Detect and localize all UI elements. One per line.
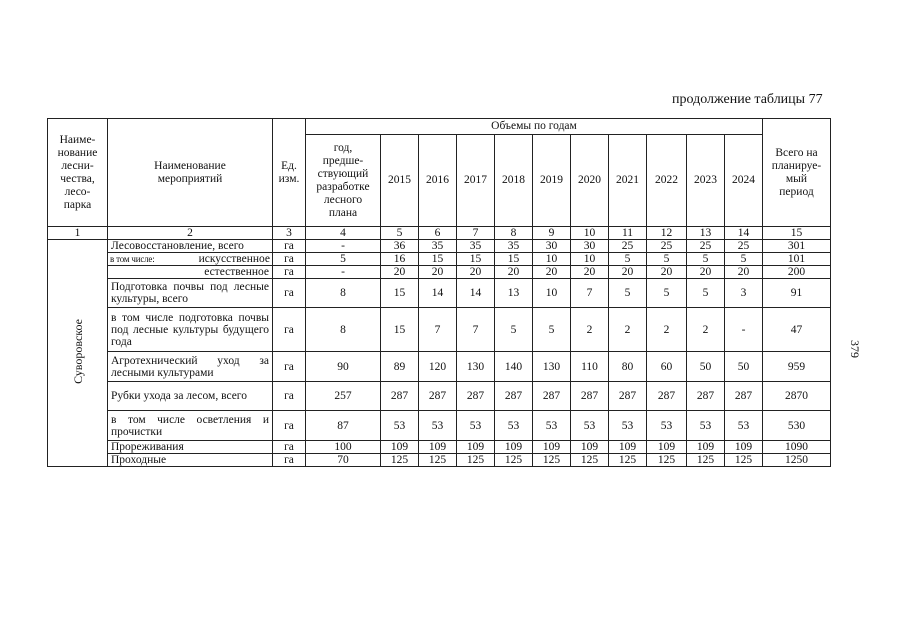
year-value: 287 xyxy=(725,382,763,411)
measure-name: Проходные xyxy=(108,454,273,467)
year-value: 20 xyxy=(725,266,763,279)
year-value: 53 xyxy=(381,411,419,441)
year-value: 5 xyxy=(533,308,571,352)
table-row xyxy=(48,240,831,253)
measure-sub-label: в том числе: xyxy=(110,254,155,264)
year-value: 5 xyxy=(647,253,687,266)
column-number: 1 xyxy=(48,227,108,240)
year-value: 36 xyxy=(381,240,419,253)
year-value: 10 xyxy=(533,253,571,266)
year-value: 25 xyxy=(609,240,647,253)
total-value: 101 xyxy=(763,253,831,266)
year-value: 109 xyxy=(457,441,495,454)
table-row xyxy=(48,266,831,279)
year-value: 5 xyxy=(495,308,533,352)
year-value: - xyxy=(725,308,763,352)
year-value: 13 xyxy=(495,279,533,308)
year-value: 53 xyxy=(533,411,571,441)
total-value: 91 xyxy=(763,279,831,308)
forestry-name: Суворовское xyxy=(70,319,85,384)
year-value: 15 xyxy=(381,308,419,352)
year-value: 2 xyxy=(571,308,609,352)
year-value: 25 xyxy=(647,240,687,253)
column-number: 9 xyxy=(533,227,571,240)
year-value: 53 xyxy=(687,411,725,441)
year-value: 2 xyxy=(647,308,687,352)
year-value: 130 xyxy=(533,352,571,382)
total-value: 530 xyxy=(763,411,831,441)
year-value: 20 xyxy=(381,266,419,279)
year-value: 53 xyxy=(457,411,495,441)
year-value: 25 xyxy=(725,240,763,253)
header-year: 2017 xyxy=(457,135,495,227)
header-year: 2015 xyxy=(381,135,419,227)
unit-cell: га xyxy=(273,411,306,441)
year-value: 109 xyxy=(495,441,533,454)
column-number: 8 xyxy=(495,227,533,240)
year-value: 53 xyxy=(725,411,763,441)
year-value: 10 xyxy=(571,253,609,266)
measure-name: естественное xyxy=(108,266,273,279)
year-value: 80 xyxy=(609,352,647,382)
year-value: 53 xyxy=(495,411,533,441)
unit-cell: га xyxy=(273,240,306,253)
year-value: 89 xyxy=(381,352,419,382)
year-value: 5 xyxy=(647,279,687,308)
total-value: 2870 xyxy=(763,382,831,411)
year-value: 287 xyxy=(647,382,687,411)
year-value: 287 xyxy=(533,382,571,411)
prev-year-value: 257 xyxy=(306,382,381,411)
year-value: 15 xyxy=(495,253,533,266)
prev-year-value: - xyxy=(306,240,381,253)
year-value: 125 xyxy=(381,454,419,467)
header-volumes: Объемы по годам xyxy=(306,119,763,135)
header-total: Всего на планируе- мый период xyxy=(763,119,831,227)
year-value: 15 xyxy=(419,253,457,266)
table-row xyxy=(48,308,831,352)
prev-year-value: 5 xyxy=(306,253,381,266)
header-year: 2022 xyxy=(647,135,687,227)
column-number: 6 xyxy=(419,227,457,240)
year-value: 10 xyxy=(533,279,571,308)
column-number: 7 xyxy=(457,227,495,240)
year-value: 20 xyxy=(533,266,571,279)
year-value: 35 xyxy=(419,240,457,253)
prev-year-value: 100 xyxy=(306,441,381,454)
year-value: 35 xyxy=(495,240,533,253)
year-value: 7 xyxy=(419,308,457,352)
year-value: 2 xyxy=(609,308,647,352)
column-number: 11 xyxy=(609,227,647,240)
year-value: 287 xyxy=(687,382,725,411)
unit-cell: га xyxy=(273,279,306,308)
header-year: 2021 xyxy=(609,135,647,227)
year-value: 30 xyxy=(571,240,609,253)
header-year: 2023 xyxy=(687,135,725,227)
table-row xyxy=(48,441,831,454)
year-value: 50 xyxy=(725,352,763,382)
year-value: 20 xyxy=(419,266,457,279)
measure-name: Прореживания xyxy=(108,441,273,454)
table-row xyxy=(48,279,831,308)
measure-name xyxy=(108,253,273,266)
column-number: 15 xyxy=(763,227,831,240)
measure-name: Агротехнический уход за лесными культурами xyxy=(108,352,273,382)
header-forestry: Наиме- нование лесни- чества, лесо- парка xyxy=(48,119,108,227)
unit-cell: га xyxy=(273,454,306,467)
year-value: 110 xyxy=(571,352,609,382)
measure-name: Лесовосстановление, всего xyxy=(108,240,273,253)
year-value: 60 xyxy=(647,352,687,382)
year-value: 109 xyxy=(609,441,647,454)
column-number: 12 xyxy=(647,227,687,240)
year-value: 3 xyxy=(725,279,763,308)
year-value: 140 xyxy=(495,352,533,382)
prev-year-value: 8 xyxy=(306,279,381,308)
year-value: 125 xyxy=(457,454,495,467)
table-row xyxy=(48,411,831,441)
column-number: 5 xyxy=(381,227,419,240)
year-value: 20 xyxy=(457,266,495,279)
year-value: 287 xyxy=(495,382,533,411)
measure-name: в том числе подготовка почвы под лесные культуры будущего года xyxy=(108,308,273,352)
year-value: 109 xyxy=(687,441,725,454)
forest-measures-table xyxy=(47,118,831,467)
year-value: 5 xyxy=(687,279,725,308)
year-value: 20 xyxy=(571,266,609,279)
year-value: 20 xyxy=(647,266,687,279)
column-number: 4 xyxy=(306,227,381,240)
year-value: 125 xyxy=(495,454,533,467)
measure-name: в том числе осветления и прочистки xyxy=(108,411,273,441)
year-value: 125 xyxy=(725,454,763,467)
forestry-name-cell xyxy=(48,240,108,467)
prev-year-value: 87 xyxy=(306,411,381,441)
total-value: 959 xyxy=(763,352,831,382)
year-value: 120 xyxy=(419,352,457,382)
header-year: 2020 xyxy=(571,135,609,227)
year-value: 35 xyxy=(457,240,495,253)
year-value: 109 xyxy=(647,441,687,454)
year-value: 287 xyxy=(381,382,419,411)
year-value: 125 xyxy=(687,454,725,467)
year-value: 50 xyxy=(687,352,725,382)
year-value: 109 xyxy=(419,441,457,454)
table-row xyxy=(48,352,831,382)
header-prev-year: год, предше- ствующий разработке лесного плана xyxy=(306,135,381,227)
total-value: 200 xyxy=(763,266,831,279)
year-value: 7 xyxy=(457,308,495,352)
year-value: 125 xyxy=(533,454,571,467)
year-value: 287 xyxy=(419,382,457,411)
column-number: 2 xyxy=(108,227,273,240)
year-value: 125 xyxy=(609,454,647,467)
year-value: 15 xyxy=(381,279,419,308)
year-value: 25 xyxy=(687,240,725,253)
column-number: 10 xyxy=(571,227,609,240)
year-value: 287 xyxy=(571,382,609,411)
year-value: 15 xyxy=(457,253,495,266)
total-value: 301 xyxy=(763,240,831,253)
year-value: 287 xyxy=(457,382,495,411)
year-value: 287 xyxy=(609,382,647,411)
prev-year-value: 90 xyxy=(306,352,381,382)
unit-cell: га xyxy=(273,382,306,411)
prev-year-value: 8 xyxy=(306,308,381,352)
year-value: 20 xyxy=(687,266,725,279)
year-value: 20 xyxy=(609,266,647,279)
year-value: 14 xyxy=(457,279,495,308)
year-value: 109 xyxy=(533,441,571,454)
total-value: 1090 xyxy=(763,441,831,454)
header-year: 2024 xyxy=(725,135,763,227)
column-number: 3 xyxy=(273,227,306,240)
year-value: 2 xyxy=(687,308,725,352)
measure-name-text: искусственное xyxy=(198,253,270,265)
prev-year-value: - xyxy=(306,266,381,279)
year-value: 109 xyxy=(381,441,419,454)
year-value: 16 xyxy=(381,253,419,266)
unit-cell: га xyxy=(273,352,306,382)
unit-cell: га xyxy=(273,266,306,279)
year-value: 125 xyxy=(419,454,457,467)
header-unit: Ед. изм. xyxy=(273,119,306,227)
total-value: 1250 xyxy=(763,454,831,467)
year-value: 130 xyxy=(457,352,495,382)
year-value: 53 xyxy=(609,411,647,441)
measure-name: Рубки ухода за лесом, всего xyxy=(108,382,273,411)
unit-cell: га xyxy=(273,253,306,266)
year-value: 109 xyxy=(725,441,763,454)
unit-cell: га xyxy=(273,308,306,352)
table-row xyxy=(48,382,831,411)
year-value: 125 xyxy=(571,454,609,467)
year-value: 14 xyxy=(419,279,457,308)
year-value: 109 xyxy=(571,441,609,454)
prev-year-value: 70 xyxy=(306,454,381,467)
year-value: 5 xyxy=(609,253,647,266)
header-measure: Наименование мероприятий xyxy=(108,119,273,227)
year-value: 53 xyxy=(419,411,457,441)
year-value: 53 xyxy=(647,411,687,441)
year-value: 125 xyxy=(647,454,687,467)
measure-name: Подготовка почвы под лесные культуры, всего xyxy=(108,279,273,308)
unit-cell: га xyxy=(273,441,306,454)
table-caption: продолжение таблицы 77 xyxy=(672,92,823,107)
table-row xyxy=(48,454,831,467)
total-value: 47 xyxy=(763,308,831,352)
header-year: 2016 xyxy=(419,135,457,227)
year-value: 5 xyxy=(725,253,763,266)
header-year: 2018 xyxy=(495,135,533,227)
column-number: 14 xyxy=(725,227,763,240)
table-row xyxy=(48,253,831,266)
year-value: 5 xyxy=(609,279,647,308)
header-year: 2019 xyxy=(533,135,571,227)
year-value: 7 xyxy=(571,279,609,308)
year-value: 53 xyxy=(571,411,609,441)
year-value: 20 xyxy=(495,266,533,279)
year-value: 5 xyxy=(687,253,725,266)
column-number: 13 xyxy=(687,227,725,240)
page-number: 379 xyxy=(848,340,862,358)
year-value: 30 xyxy=(533,240,571,253)
